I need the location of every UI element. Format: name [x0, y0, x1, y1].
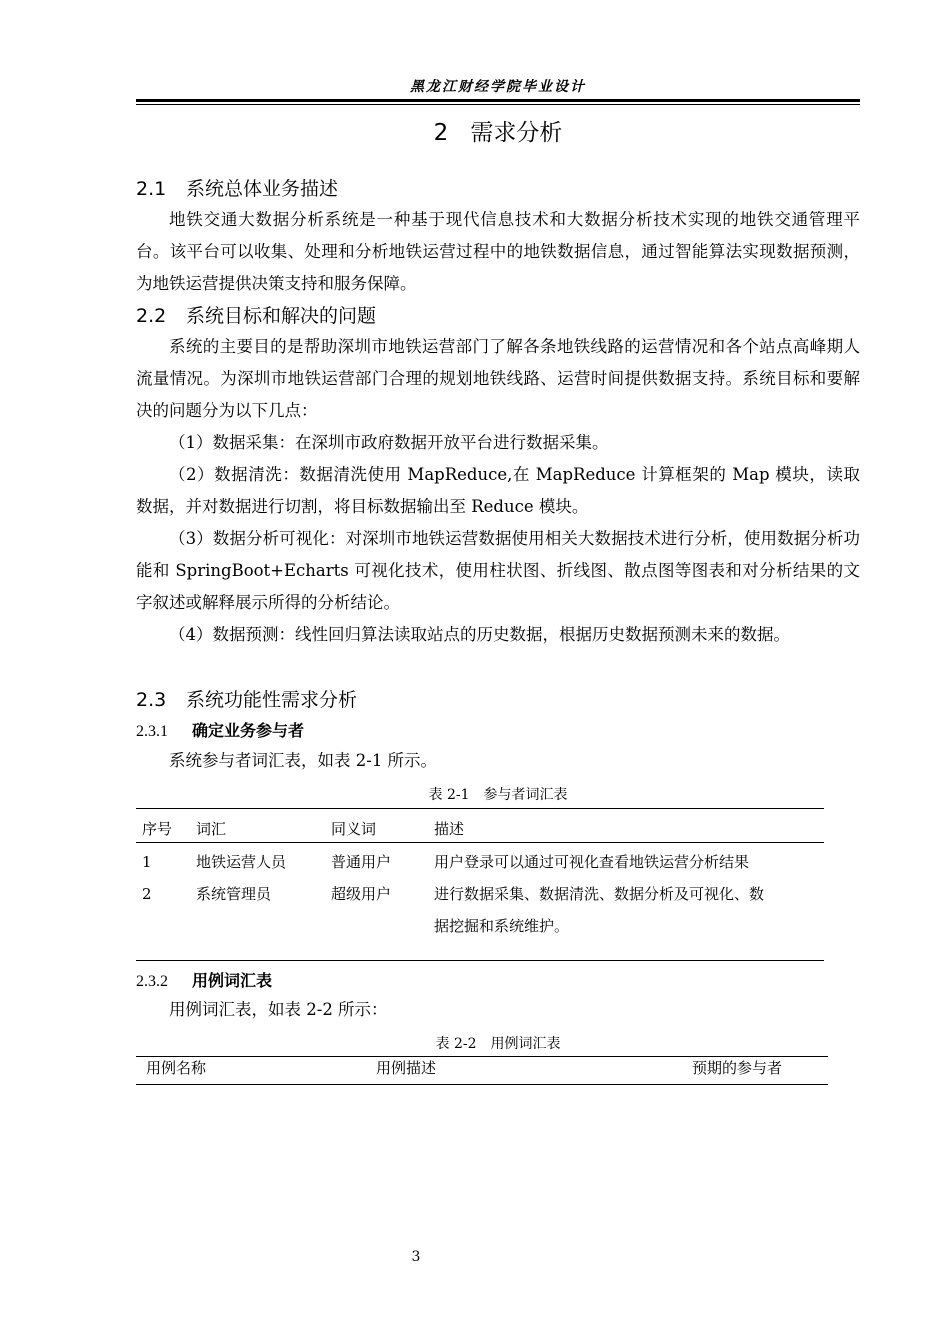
table-2-1-caption: 表 2-1 参与者词汇表	[428, 787, 568, 803]
section-title: 系统总体业务描述	[186, 178, 339, 200]
table-cell: 超级用户	[331, 885, 392, 903]
section-title: 系统功能性需求分析	[186, 689, 358, 711]
table-2-1-header-rule	[136, 842, 824, 843]
chapter-title-text: 需求分析	[470, 120, 563, 146]
chapter-title	[136, 114, 860, 147]
table-cell: 地铁运营人员	[196, 853, 287, 871]
running-header: 黑龙江财经学院毕业设计	[410, 79, 586, 95]
section-2-1-heading	[136, 174, 338, 201]
section-2-3-heading	[136, 685, 357, 712]
table-header-cell: 描述	[434, 820, 465, 838]
table-header-cell: 用例名称	[146, 1059, 207, 1077]
list-item: （3）数据分析可视化：对深圳市地铁运营数据使用相关大数据技术进行分析，使用数据分析功能和 SpringBoot+Echarts 可视化技术，使用柱状图、折线图、散点图等图表和对分析结果的文字叙述或解释展示所得的分析结论。	[136, 529, 860, 612]
section-number: 2.2	[136, 305, 167, 327]
table-2-1-top-rule	[136, 808, 824, 809]
table-header-cell: 预期的参与者	[692, 1059, 783, 1077]
subsection-number: 2.3.2	[136, 973, 168, 990]
table-cell: 2	[142, 885, 152, 903]
section-2-2-heading	[136, 301, 376, 328]
table-header-cell: 用例描述	[376, 1059, 437, 1077]
table-cell: 1	[142, 853, 152, 871]
subsection-2-3-1-paragraph: 系统参与者词汇表，如表 2-1 所示。	[169, 751, 438, 770]
list-item: （2）数据清洗：数据清洗使用 MapReduce,在 MapReduce 计算框架的 Map 模块，读取数据，并对数据进行切割，将目标数据输出至 Reduce 模块。	[136, 465, 860, 516]
header-rule-thick	[136, 99, 860, 102]
table-cell: 用户登录可以通过可视化查看地铁运营分析结果	[434, 853, 750, 871]
subsection-2-3-1-heading	[136, 718, 304, 741]
subsection-2-3-2-paragraph: 用例词汇表，如表 2-2 所示：	[169, 1000, 388, 1019]
section-title: 系统目标和解决的问题	[186, 305, 377, 327]
subsection-title: 确定业务参与者	[192, 721, 305, 740]
table-2-1-bottom-rule	[136, 960, 824, 961]
table-header-cell: 同义词	[331, 820, 377, 838]
table-cell: 系统管理员	[196, 885, 272, 903]
section-2-2-paragraph: 系统的主要目的是帮助深圳市地铁运营部门了解各条地铁线路的运营情况和各个站点高峰期人流量情况。为深圳市地铁运营部门合理的规划地铁线路、运营时间提供数据支持。系统目标和要解决的问题分为以下几点：	[136, 337, 860, 420]
list-item: （1）数据采集：在深圳市政府数据开放平台进行数据采集。	[169, 433, 609, 452]
subsection-title: 用例词汇表	[192, 971, 273, 990]
table-header-cell: 词汇	[196, 820, 227, 838]
list-item: （4）数据预测：线性回归算法读取站点的历史数据，根据历史数据预测未来的数据。	[169, 625, 790, 644]
table-cell: 进行数据采集、数据清洗、数据分析及可视化、数	[434, 885, 765, 903]
page-number: 3	[411, 1249, 421, 1265]
table-2-2-caption: 表 2-2 用例词汇表	[435, 1036, 561, 1052]
header-rule-thin	[136, 104, 860, 105]
section-number: 2.3	[136, 689, 167, 711]
section-number: 2.1	[136, 178, 167, 200]
chapter-number: 2	[433, 120, 449, 146]
table-header-cell: 序号	[142, 820, 173, 838]
table-cell: 普通用户	[331, 853, 392, 871]
table-2-2-header-rule	[136, 1084, 828, 1085]
section-2-1-paragraph: 地铁交通大数据分析系统是一种基于现代信息技术和大数据分析技术实现的地铁交通管理平台。该平台可以收集、处理和分析地铁运营过程中的地铁数据信息，通过智能算法实现数据预测，为地铁运营提供决策支持和服务保障。	[136, 210, 860, 293]
subsection-number: 2.3.1	[136, 723, 168, 740]
subsection-2-3-2-heading	[136, 968, 272, 991]
table-cell: 据挖掘和系统维护。	[434, 917, 570, 935]
